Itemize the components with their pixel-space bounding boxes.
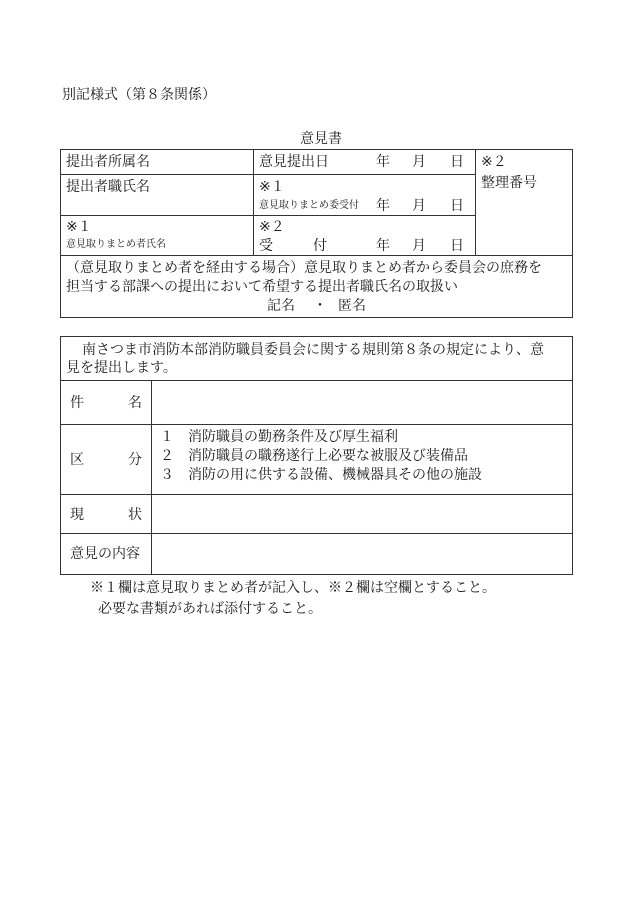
submitter-title-label: 提出者職氏名 bbox=[66, 179, 150, 195]
category-label-2: 分 bbox=[128, 452, 142, 468]
submit-date-year: 年 bbox=[376, 154, 390, 170]
accept-mark: ※２ bbox=[259, 219, 285, 235]
option-named: 記名 bbox=[267, 298, 295, 314]
status-label-1: 現 bbox=[70, 507, 84, 523]
compiler-name-label: 意見取りまとめ者氏名 bbox=[66, 239, 166, 250]
receipt-mark: ※１ bbox=[259, 179, 285, 195]
note-1: ※１欄は意見取りまとめ者が記入し、※２欄は空欄とすること。 bbox=[90, 580, 496, 596]
option-anonymous: 匿名 bbox=[338, 298, 366, 314]
submitter-dept-label: 提出者所属名 bbox=[66, 154, 150, 170]
status-label-2: 状 bbox=[128, 507, 142, 523]
intro-line2: 見を提出します。 bbox=[66, 360, 177, 376]
ref-number-mark: ※２ bbox=[481, 154, 507, 170]
handling-note-line2: 担当する部課への提出において希望する提出者職氏名の取扱い bbox=[66, 279, 458, 295]
ref-number-label: 整理番号 bbox=[481, 175, 537, 191]
submit-date-day: 日 bbox=[450, 154, 464, 170]
receipt-date-month: 月 bbox=[412, 198, 426, 214]
compiler-mark: ※１ bbox=[66, 219, 92, 235]
option-separator: ・ bbox=[313, 298, 327, 314]
receipt-date-year: 年 bbox=[376, 198, 390, 214]
category-item-3: ３ 消防の用に供する設備、機械器具その他の施設 bbox=[160, 467, 482, 483]
category-label-1: 区 bbox=[70, 452, 84, 468]
intro-line1: 南さつま市消防本部消防職員委員会に関する規則第８条の規定により、意 bbox=[82, 342, 544, 358]
receipt-date-day: 日 bbox=[450, 198, 464, 214]
subject-label-2: 名 bbox=[128, 395, 142, 411]
document-title: 意見書 bbox=[300, 131, 342, 147]
accept-label-2: 付 bbox=[313, 238, 327, 254]
note-2: 必要な書類があれば添付すること。 bbox=[98, 601, 322, 617]
category-item-1: １ 消防職員の勤務条件及び厚生福利 bbox=[160, 429, 398, 445]
accept-date-year: 年 bbox=[376, 238, 390, 254]
accept-label-1: 受 bbox=[259, 238, 273, 254]
form-label: 別記様式（第８条関係） bbox=[62, 87, 216, 103]
subject-label-1: 件 bbox=[70, 395, 84, 411]
category-item-2: ２ 消防職員の職務遂行上必要な被服及び装備品 bbox=[160, 448, 468, 464]
content-label: 意見の内容 bbox=[70, 546, 140, 562]
submit-date-month: 月 bbox=[412, 154, 426, 170]
receipt-label: 意見取りまとめ委受付 bbox=[259, 200, 359, 211]
accept-date-day: 日 bbox=[450, 238, 464, 254]
handling-note-line1: （意見取りまとめ者を経由する場合）意見取りまとめ者から委員会の庶務を bbox=[66, 260, 542, 276]
accept-date-month: 月 bbox=[412, 238, 426, 254]
submit-date-label: 意見提出日 bbox=[259, 154, 329, 170]
